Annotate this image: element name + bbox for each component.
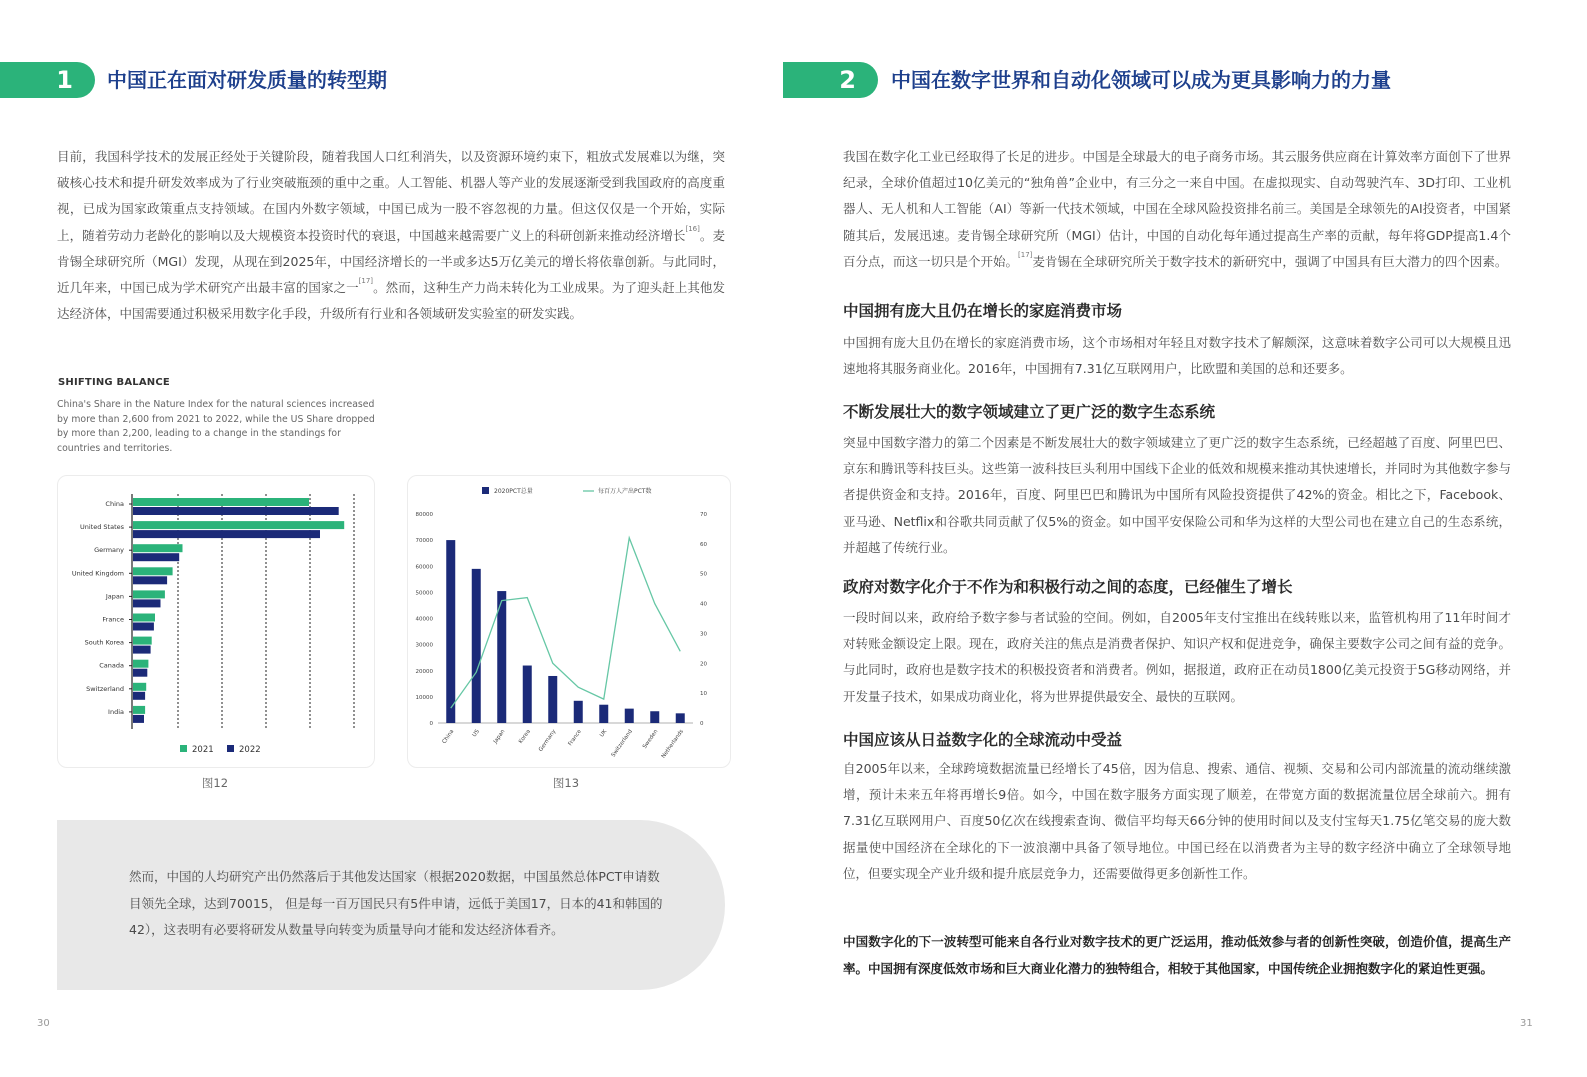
x-tick-label: Netherlands bbox=[660, 728, 685, 760]
section-1-title: 中国正在面对研发质量的转型期 bbox=[107, 68, 387, 92]
legend-label-2022: 2022 bbox=[239, 745, 261, 755]
right-axis-tick: 50 bbox=[700, 571, 707, 578]
legend-label-pct-per-million: 每百万人产出PCT数 bbox=[598, 488, 652, 495]
section-1-number: 1 bbox=[0, 62, 95, 98]
quote-box bbox=[57, 820, 725, 990]
bar-2022-switzerland bbox=[133, 692, 145, 700]
figure-13-chart bbox=[408, 476, 730, 767]
bar-2021-united-kingdom bbox=[133, 567, 173, 575]
figure-12-card bbox=[57, 475, 375, 768]
bar-germany bbox=[548, 676, 557, 723]
y-tick-label: Germany bbox=[94, 546, 124, 555]
bar-2022-united-states bbox=[133, 530, 320, 538]
conclusion-paragraph: 中国数字化的下一波转型可能来自各行业对数字技术的更广泛运用，推动低效参与者的创新性突破，创造价值，提高生产率。中国拥有深度低效市场和巨大商业化潜力的独特组合，相较于其他国家，中国传统企业拥抱数字化的紧迫性更强。 bbox=[843, 934, 1511, 976]
left-axis-tick: 80000 bbox=[415, 512, 433, 518]
x-tick-label: Germany bbox=[537, 728, 558, 753]
figure-13-card bbox=[407, 475, 731, 768]
legend-swatch-2021 bbox=[180, 745, 187, 752]
section-2-number: 2 bbox=[783, 62, 878, 98]
section-2-header bbox=[783, 62, 1483, 98]
right-axis-tick: 40 bbox=[700, 601, 707, 608]
left-axis-tick: 10000 bbox=[415, 694, 433, 701]
bar-2021-united-states bbox=[133, 521, 344, 529]
bar-switzerland bbox=[625, 709, 634, 723]
page-number-left: 30 bbox=[37, 1018, 50, 1029]
left-axis-tick: 60000 bbox=[415, 564, 433, 571]
y-tick-label: United Kingdom bbox=[71, 569, 124, 578]
bar-china bbox=[446, 540, 455, 723]
x-tick-label: Japan bbox=[492, 728, 507, 745]
left-axis-tick: 70000 bbox=[415, 538, 433, 545]
right-axis-tick: 60 bbox=[700, 541, 707, 548]
bar-2021-germany bbox=[133, 544, 183, 552]
bar-2021-canada bbox=[133, 660, 148, 668]
right-axis-tick: 30 bbox=[700, 631, 707, 638]
legend-label-pct-total: 2020PCT总量 bbox=[494, 488, 533, 495]
y-tick-label: India bbox=[108, 707, 124, 716]
bar-2021-japan bbox=[133, 590, 165, 598]
left-axis-tick: 20000 bbox=[415, 668, 433, 675]
citation-16: [16] bbox=[685, 224, 700, 233]
y-tick-label: United States bbox=[79, 523, 124, 532]
bar-2021-india bbox=[133, 706, 145, 714]
legend-label-2021: 2021 bbox=[192, 745, 214, 755]
bar-us bbox=[472, 569, 481, 723]
paragraph-government-attitude: 一段时间以来，政府给予数字参与者试验的空间。例如，自2005年支付宝推出在线转账以来，监管机构用了11年时间才对转账金额设定上限。现在，政府关注的焦点是消费者保护、知识产权和促进竞争，确保主要数字公司之间有益的竞争。与此同时，政府也是数字技术的积极投资者和消费者。例如，据报道，政府正在动员1800亿美元投资于5G移动网络，并开发量子技术，如果成功商业化，将为世界提供最安全、最快的互联网。 bbox=[843, 610, 1511, 704]
figure-13-caption: 图13 bbox=[552, 776, 580, 790]
x-tick-label: Sweden bbox=[642, 728, 660, 750]
paragraph-consumer-market: 中国拥有庞大且仍在增长的家庭消费市场，这个市场相对年轻且对数字技术了解颇深，这意味着数字公司可以大规模且迅速地将其服务商业化。2016年，中国拥有7.31亿互联网用户，比欧盟和美国的总和还要多。 bbox=[843, 335, 1511, 377]
bar-2021-switzerland bbox=[133, 683, 146, 691]
y-tick-label: China bbox=[105, 500, 124, 508]
section-2-title: 中国在数字世界和自动化领域可以成为更具影响力的力量 bbox=[891, 68, 1391, 92]
subheading-government-attitude: 政府对数字化介于不作为和积极行动之间的态度，已经催生了增长 bbox=[843, 578, 1293, 596]
legend-swatch-2022 bbox=[227, 745, 234, 752]
bar-2022-india bbox=[133, 715, 144, 723]
subheading-global-flows: 中国应该从日益数字化的全球流动中受益 bbox=[843, 731, 1123, 749]
subheading-consumer-market: 中国拥有庞大且仍在增长的家庭消费市场 bbox=[843, 302, 1123, 320]
right-axis-tick: 70 bbox=[700, 512, 707, 518]
chart-description: China's Share in the Nature Index for the natural sciences increased by more than 2,600 from 2021 to 2022, while the US Share dropped by more than 2,200, leading to a change in the standings for countries and territories. bbox=[57, 399, 375, 454]
left-axis-tick: 30000 bbox=[415, 642, 433, 649]
bar-2022-china bbox=[133, 507, 339, 515]
x-tick-label: Switzerland bbox=[610, 728, 634, 759]
y-tick-label: Switzerland bbox=[86, 684, 124, 693]
citation-17: [17] bbox=[358, 277, 374, 286]
bar-2022-canada bbox=[133, 669, 147, 677]
section-1-header bbox=[0, 62, 420, 98]
bar-2021-france bbox=[133, 614, 155, 622]
right-intro-paragraph: 我国在数字化工业已经取得了长足的进步。中国是全球最大的电子商务市场。其云服务供应商在计算效率方面创下了世界纪录，全球价值超过10亿美元的“独角兽”企业中，有三分之一来自中国。在虚拟现实、自动驾驶汽车、3D打印、工业机器人、无人机和人工智能（AI）等新一代技术领域，中国在全球风险投资排名前三。美国是全球领先的AI投资者，中国紧随其后，发展迅速。麦肯锡全球研究所（MGI）估计，中国的自动化每年通过提高生产率的贡献，每年将GDP提高1.4个百分点，而这一切只是个开始。[17]麦肯锡在全球研究所关于数字技术的新研究中，强调了中国具有巨大潜力的四个因素。 bbox=[843, 149, 1511, 269]
paragraph-global-flows: 自2005年以来，全球跨境数据流量已经增长了45倍，因为信息、搜索、通信、视频、交易和公司内部流量的流动继续激增，预计未来五年将再增长9倍。如今，中国在数字服务方面实现了顺差，在带宽方面的数据流量位居全球前六。拥有7.31亿互联网用户、百度50亿次在线搜索查询、微信平均每天66分钟的使用时间以及支付宝每天1.75亿笔交易的庞大数据量使中国经济在全球化的下一波浪潮中具备了领导地位。中国已经在以消费者为主导的数字经济中确立了全球领导地位，但要实现全产业升级和提升底层竞争力，还需要做得更多创新性工作。 bbox=[843, 761, 1511, 881]
y-tick-label: South Korea bbox=[84, 638, 124, 647]
left-axis-tick: 40000 bbox=[415, 616, 433, 623]
bar-2022-germany bbox=[133, 553, 179, 561]
bar-uk bbox=[599, 705, 608, 723]
y-tick-label: France bbox=[102, 615, 124, 624]
line-per-million-pct bbox=[451, 538, 681, 708]
page-number-right: 31 bbox=[1520, 1018, 1533, 1029]
figure-12-chart bbox=[58, 476, 374, 767]
y-tick-label: Canada bbox=[99, 661, 124, 670]
bar-2021-china bbox=[133, 498, 309, 506]
bar-korea bbox=[523, 666, 532, 723]
x-tick-label: China bbox=[441, 728, 456, 746]
subheading-digital-ecosystem: 不断发展壮大的数字领域建立了更广泛的数字生态系统 bbox=[843, 403, 1216, 421]
bar-2022-france bbox=[133, 623, 154, 631]
left-axis-tick: 0 bbox=[429, 721, 433, 727]
legend-swatch-pct-total bbox=[482, 487, 489, 494]
right-axis-tick: 20 bbox=[700, 661, 707, 668]
figure-12-caption: 图12 bbox=[201, 776, 229, 790]
x-tick-label: US bbox=[471, 728, 481, 739]
right-axis-tick: 10 bbox=[700, 691, 707, 698]
bar-netherlands bbox=[676, 713, 685, 723]
bar-2022-south-korea bbox=[133, 646, 151, 654]
x-tick-label: Korea bbox=[518, 728, 532, 745]
left-intro-paragraph: 目前，我国科学技术的发展正经处于关键阶段，随着我国人口红利消失，以及资源环境约束下，粗放式发展难以为继，突破核心技术和提升研发效率成为了行业突破瓶颈的重中之重。人工智能、机器人等产业的发展逐渐受到我国政府的高度重视，已成为国家政策重点支持领域。在国内外数字领域，中国已成为一股不容忽视的力量。但这仅仅是一个开始，实际上，随着劳动力老龄化的影响以及大规模资本投资时代的衰退，中国越来越需要广义上的科研创新来推动经济增长[16]。麦肯锡全球研究所（MGI）发现，从现在到2025年，中国经济增长的一半或多达5万亿美元的增长将依靠创新。与此同时，近几年来，中国已成为学术研究产出最丰富的国家之一[17]。然而，这种生产力尚未转化为工业成果。为了迎头赶上其他发达经济体，中国需要通过积极采用数字化手段，升级所有行业和各领域研发实验室的研发实践。 bbox=[57, 149, 725, 322]
quote-text: 然而，中国的人均研究产出仍然落后于其他发达国家（根据2020数据，中国虽然总体PCT申请数目领先全球，达到70015， 但是每一百万国民只有5件申请，远低于美国17，日本的41和韩国的42），这表明有必要将研发从数量导向转变为质量导向才能和发达经济体看齐。 bbox=[129, 869, 663, 937]
left-axis-tick: 50000 bbox=[415, 590, 433, 597]
paragraph-digital-ecosystem: 突显中国数字潜力的第二个因素是不断发展壮大的数字领域建立了更广泛的数字生态系统，已经超越了百度、阿里巴巴、京东和腾讯等科技巨头。这些第一波科技巨头利用中国线下企业的低效和规模来推动其快速增长，并同时为其他数字参与者提供资金和支持。2016年，百度、阿里巴巴和腾讯为中国所有风险投资提供了42%的资金。相比之下，Facebook、亚马逊、Netflix和谷歌共同贡献了仅5%的资金。如中国平安保险公司和华为这样的大型公司也在建立自己的生态系统，并超越了传统行业。 bbox=[843, 435, 1511, 555]
bar-2022-united-kingdom bbox=[133, 576, 167, 584]
bar-2021-south-korea bbox=[133, 637, 152, 645]
x-tick-label: France bbox=[567, 728, 583, 748]
x-tick-label: UK bbox=[599, 728, 609, 739]
citation-17-right: [17] bbox=[1018, 250, 1033, 259]
bar-france bbox=[574, 701, 583, 723]
y-tick-label: Japan bbox=[105, 592, 124, 601]
chart-heading: SHIFTING BALANCE bbox=[58, 377, 170, 388]
bar-2022-japan bbox=[133, 599, 161, 607]
bar-sweden bbox=[650, 711, 659, 723]
right-axis-tick: 0 bbox=[700, 721, 704, 727]
